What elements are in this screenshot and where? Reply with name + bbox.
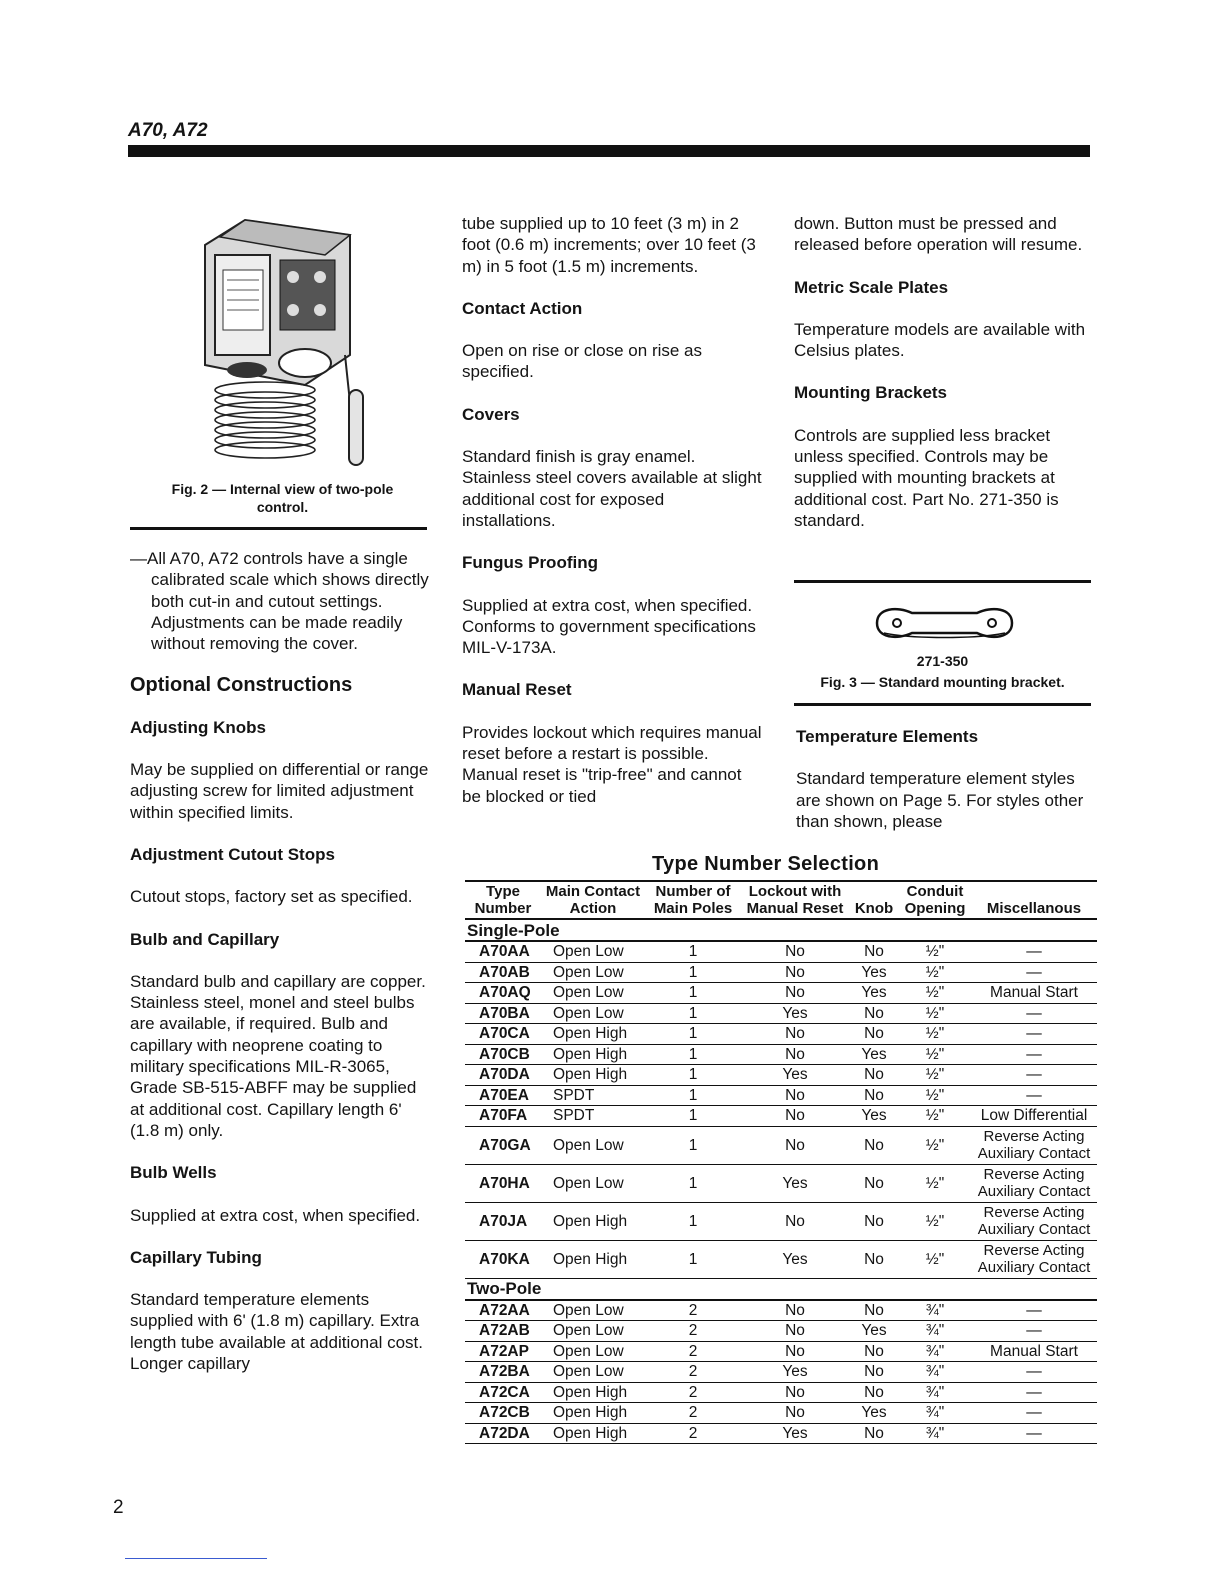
cell-misc: Manual Start xyxy=(971,1341,1097,1362)
cell-misc: — xyxy=(971,1321,1097,1342)
cell-conduit: ½" xyxy=(899,1106,971,1127)
cell-poles: 2 xyxy=(645,1321,741,1342)
fig2-caption xyxy=(140,480,425,516)
fig2-caption-line2: control. xyxy=(256,499,309,515)
cell-action: Open High xyxy=(541,1403,645,1424)
table-row xyxy=(465,1240,1097,1278)
col-header-poles: Number of Main Poles xyxy=(653,883,733,917)
cell-knob: Yes xyxy=(849,1044,899,1065)
cell-lockout: Yes xyxy=(741,1423,849,1444)
cell-type: A70AB xyxy=(465,962,541,983)
cell-knob: No xyxy=(849,1240,899,1278)
cell-knob: No xyxy=(849,1341,899,1362)
cell-knob: No xyxy=(849,941,899,962)
type-number-table xyxy=(465,880,1097,1444)
cell-action: Open Low xyxy=(541,1003,645,1024)
cell-action: Open Low xyxy=(541,962,645,983)
cell-knob: No xyxy=(849,1003,899,1024)
page-number: 2 xyxy=(113,1497,124,1518)
cell-knob: Yes xyxy=(849,1106,899,1127)
cell-conduit: ½" xyxy=(899,1044,971,1065)
cell-conduit: ¾" xyxy=(899,1362,971,1383)
footer-line xyxy=(125,1558,267,1559)
cell-knob: No xyxy=(849,1065,899,1086)
table-row xyxy=(465,1003,1097,1024)
manual-reset-text: Provides lockout which requires manual reset before a restart is possible. Manual reset is "trip-free" and cannot be blocked or tied xyxy=(462,722,762,806)
table-row xyxy=(465,983,1097,1004)
cell-type: A72BA xyxy=(465,1362,541,1383)
cell-poles: 1 xyxy=(645,1126,741,1164)
cell-conduit: ¾" xyxy=(899,1321,971,1342)
table-row xyxy=(465,1423,1097,1444)
cell-conduit: ½" xyxy=(899,983,971,1004)
col-header-lockout: Lockout with Manual Reset xyxy=(746,883,844,917)
cell-type: A72AA xyxy=(465,1300,541,1321)
cell-misc: — xyxy=(971,1065,1097,1086)
cell-misc: — xyxy=(971,1423,1097,1444)
cell-action: Open Low xyxy=(541,941,645,962)
temperature-elements-text: Standard temperature element styles are shown on Page 5. For styles other than shown, please xyxy=(796,769,1084,831)
table-row xyxy=(465,1362,1097,1383)
cell-action: Open Low xyxy=(541,1300,645,1321)
fig2-control-illustration xyxy=(185,215,385,477)
cell-conduit: ¾" xyxy=(899,1341,971,1362)
fig2-caption-line1: Fig. 2 — Internal view of two-pole xyxy=(171,481,394,497)
manual-reset-continued: down. Button must be pressed and released before operation will resume. xyxy=(794,214,1083,255)
cell-type: A70HA xyxy=(465,1164,541,1202)
cell-action: Open High xyxy=(541,1240,645,1278)
contact-action-text: Open on rise or close on rise as specified. xyxy=(462,341,703,382)
bulb-wells-text: Supplied at extra cost, when specified. xyxy=(130,1205,421,1225)
cell-action: Open Low xyxy=(541,1362,645,1383)
cell-type: A70AA xyxy=(465,941,541,962)
cell-misc: — xyxy=(971,962,1097,983)
cell-type: A70CA xyxy=(465,1024,541,1045)
fungus-proofing-text: Supplied at extra cost, when specified. Conforms to government specifications MIL-V-173A. xyxy=(462,595,756,658)
bulb-capillary-heading: Bulb and Capillary xyxy=(130,929,280,949)
optional-constructions-heading: Optional Constructions xyxy=(130,674,353,697)
cell-conduit: ½" xyxy=(899,962,971,983)
cutout-stops-text: Cutout stops, factory set as specified. xyxy=(130,887,413,907)
cell-poles: 1 xyxy=(645,1240,741,1278)
cell-poles: 1 xyxy=(645,1106,741,1127)
capillary-tubing-heading: Capillary Tubing xyxy=(130,1247,262,1267)
cell-poles: 1 xyxy=(645,983,741,1004)
table-row xyxy=(465,1065,1097,1086)
table-header-row xyxy=(465,881,1097,919)
cell-poles: 1 xyxy=(645,962,741,983)
cell-misc: — xyxy=(971,1024,1097,1045)
group-single-pole-label: Single-Pole xyxy=(465,919,1097,941)
group-two-pole xyxy=(465,1278,1097,1300)
metric-scale-heading: Metric Scale Plates xyxy=(794,277,949,297)
cell-knob: Yes xyxy=(849,983,899,1004)
cell-action: Open High xyxy=(541,1382,645,1403)
cell-type: A72CB xyxy=(465,1403,541,1424)
cell-conduit: ¾" xyxy=(899,1423,971,1444)
cell-misc: Reverse Acting Auxiliary Contact xyxy=(971,1164,1097,1202)
cell-lockout: Yes xyxy=(741,1065,849,1086)
cell-lockout: Yes xyxy=(741,1003,849,1024)
cell-action: Open High xyxy=(541,1065,645,1086)
cell-lockout: No xyxy=(741,1202,849,1240)
cutout-stops-heading: Adjustment Cutout Stops xyxy=(130,844,335,864)
cell-poles: 1 xyxy=(645,1085,741,1106)
cell-misc: — xyxy=(971,1003,1097,1024)
cell-poles: 2 xyxy=(645,1341,741,1362)
cell-poles: 1 xyxy=(645,1202,741,1240)
cell-poles: 1 xyxy=(645,1164,741,1202)
cell-poles: 2 xyxy=(645,1300,741,1321)
cell-misc: Reverse Acting Auxiliary Contact xyxy=(971,1126,1097,1164)
cell-action: Open Low xyxy=(541,983,645,1004)
cell-conduit: ½" xyxy=(899,1126,971,1164)
fig3-top-rule xyxy=(794,580,1091,583)
covers-text: Standard finish is gray enamel. Stainless steel covers available at slight additional cost for exposed installations. xyxy=(462,447,762,530)
cell-lockout: No xyxy=(741,1044,849,1065)
cell-misc: — xyxy=(971,1362,1097,1383)
cell-type: A70JA xyxy=(465,1202,541,1240)
cell-poles: 1 xyxy=(645,1044,741,1065)
cell-poles: 1 xyxy=(645,1065,741,1086)
cell-poles: 2 xyxy=(645,1382,741,1403)
cell-misc: Reverse Acting Auxiliary Contact xyxy=(971,1240,1097,1278)
bulb-capillary-text: Standard bulb and capillary are copper. Stainless steel, monel and steel bulbs are available, if required. Bulb and capillary with neoprene coating to military specifications MIL-R-3065, Grade SB-515-ABFF may be supplied at additional cost. Capillary length 6' (1.8 m) only. xyxy=(130,971,426,1140)
cell-misc: Reverse Acting Auxiliary Contact xyxy=(971,1202,1097,1240)
table-row xyxy=(465,962,1097,983)
cell-knob: No xyxy=(849,1164,899,1202)
scale-bullet: —All A70, A72 controls have a single calibrated scale which shows directly both cut-in and cutout settings. Adjustments can be made readily without removing the cover. xyxy=(130,549,429,654)
cell-lockout: No xyxy=(741,1300,849,1321)
cell-type: A72CA xyxy=(465,1382,541,1403)
cell-knob: No xyxy=(849,1126,899,1164)
cell-conduit: ½" xyxy=(899,1065,971,1086)
table-row xyxy=(465,1164,1097,1202)
cell-knob: Yes xyxy=(849,1403,899,1424)
cell-action: SPDT xyxy=(541,1106,645,1127)
cell-type: A70EA xyxy=(465,1085,541,1106)
cell-lockout: No xyxy=(741,962,849,983)
cell-lockout: No xyxy=(741,1085,849,1106)
cell-type: A70CB xyxy=(465,1044,541,1065)
cell-conduit: ¾" xyxy=(899,1382,971,1403)
cell-poles: 2 xyxy=(645,1403,741,1424)
cell-conduit: ½" xyxy=(899,1202,971,1240)
cell-conduit: ½" xyxy=(899,1024,971,1045)
table-row xyxy=(465,1085,1097,1106)
table-row xyxy=(465,1403,1097,1424)
cell-knob: No xyxy=(849,1085,899,1106)
cell-conduit: ½" xyxy=(899,1085,971,1106)
table-row xyxy=(465,1024,1097,1045)
cell-conduit: ¾" xyxy=(899,1300,971,1321)
cell-action: Open Low xyxy=(541,1164,645,1202)
cell-action: Open High xyxy=(541,1024,645,1045)
page-header-title: A70, A72 xyxy=(128,120,208,141)
cell-type: A70DA xyxy=(465,1065,541,1086)
col-header-conduit: Conduit Opening xyxy=(904,883,966,917)
cell-poles: 1 xyxy=(645,1024,741,1045)
cell-action: Open High xyxy=(541,1423,645,1444)
cell-lockout: No xyxy=(741,1382,849,1403)
cell-knob: No xyxy=(849,1024,899,1045)
table-row xyxy=(465,1341,1097,1362)
cell-poles: 1 xyxy=(645,941,741,962)
cell-type: A72AB xyxy=(465,1321,541,1342)
cell-misc: — xyxy=(971,1044,1097,1065)
cell-knob: No xyxy=(849,1300,899,1321)
fig3-bracket-illustration xyxy=(872,603,1017,643)
column-1 xyxy=(130,548,430,1395)
cell-misc: — xyxy=(971,1382,1097,1403)
cell-misc: — xyxy=(971,941,1097,962)
cell-misc: — xyxy=(971,1300,1097,1321)
cell-poles: 1 xyxy=(645,1003,741,1024)
fig3-part-number: 271-350 xyxy=(916,653,969,669)
mounting-brackets-text: Controls are supplied less bracket unless specified. Controls may be supplied with mounting brackets at additional cost. Part No. 271-350 is standard. xyxy=(794,425,1059,530)
table-row xyxy=(465,1300,1097,1321)
column-3 xyxy=(794,213,1094,552)
col-header-knob: Knob xyxy=(854,900,894,917)
table-row xyxy=(465,1382,1097,1403)
fungus-proofing-heading: Fungus Proofing xyxy=(462,553,598,573)
capillary-tubing-text: Standard temperature elements supplied with 6' (1.8 m) capillary. Extra length tube available at additional cost. Longer capillary xyxy=(130,1290,423,1374)
col-header-misc: Miscellanous xyxy=(986,900,1082,917)
temperature-elements-heading: Temperature Elements xyxy=(796,727,979,746)
metric-scale-text: Temperature models are available with Celsius plates. xyxy=(794,319,1086,361)
cell-type: A70BA xyxy=(465,1003,541,1024)
cell-lockout: Yes xyxy=(741,1362,849,1383)
cell-action: Open High xyxy=(541,1202,645,1240)
cell-knob: Yes xyxy=(849,962,899,983)
cell-conduit: ½" xyxy=(899,941,971,962)
fig3-caption: Fig. 3 — Standard mounting bracket. xyxy=(820,674,1065,690)
cell-action: Open Low xyxy=(541,1341,645,1362)
cell-conduit: ½" xyxy=(899,1003,971,1024)
cell-lockout: No xyxy=(741,1024,849,1045)
cell-knob: No xyxy=(849,1202,899,1240)
cell-lockout: Yes xyxy=(741,1240,849,1278)
group-single-pole xyxy=(465,919,1097,941)
manual-reset-heading: Manual Reset xyxy=(462,680,572,700)
cell-conduit: ½" xyxy=(899,1240,971,1278)
type-number-selection-title: Type Number Selection xyxy=(652,853,880,875)
cell-type: A70KA xyxy=(465,1240,541,1278)
fig2-rule xyxy=(130,527,427,530)
cell-knob: Yes xyxy=(849,1321,899,1342)
cell-type: A70AQ xyxy=(465,983,541,1004)
cell-knob: No xyxy=(849,1382,899,1403)
cell-action: Open High xyxy=(541,1044,645,1065)
table-row xyxy=(465,941,1097,962)
cell-lockout: No xyxy=(741,1341,849,1362)
cell-lockout: Yes xyxy=(741,1164,849,1202)
table-row xyxy=(465,1044,1097,1065)
cell-action: SPDT xyxy=(541,1085,645,1106)
cell-misc: — xyxy=(971,1085,1097,1106)
cell-type: A70GA xyxy=(465,1126,541,1164)
cell-type: A70FA xyxy=(465,1106,541,1127)
cell-action: Open Low xyxy=(541,1126,645,1164)
cell-lockout: No xyxy=(741,983,849,1004)
group-two-pole-label: Two-Pole xyxy=(465,1278,1097,1300)
cell-knob: No xyxy=(849,1423,899,1444)
adjusting-knobs-text: May be supplied on differential or range adjusting screw for limited adjustment within specified limits. xyxy=(130,760,429,822)
col-header-type: Type Number xyxy=(474,883,532,917)
table-row xyxy=(465,1202,1097,1240)
cell-misc: Low Differential xyxy=(971,1106,1097,1127)
header-rule xyxy=(128,145,1090,157)
table-row xyxy=(465,1106,1097,1127)
cell-lockout: No xyxy=(741,1321,849,1342)
cell-type: A72AP xyxy=(465,1341,541,1362)
temperature-elements-section xyxy=(796,726,1096,853)
capillary-tubing-continued: tube supplied up to 10 feet (3 m) in 2 foot (0.6 m) increments; over 10 feet (3 m) in 5 foot (1.5 m) increments. xyxy=(462,214,756,276)
bulb-wells-heading: Bulb Wells xyxy=(130,1163,217,1183)
fig3-bottom-rule xyxy=(794,703,1091,706)
table-row xyxy=(465,1126,1097,1164)
cell-misc: — xyxy=(971,1403,1097,1424)
adjusting-knobs-heading: Adjusting Knobs xyxy=(130,717,266,737)
cell-knob: No xyxy=(849,1362,899,1383)
cell-action: Open Low xyxy=(541,1321,645,1342)
table-row xyxy=(465,1321,1097,1342)
cell-type: A72DA xyxy=(465,1423,541,1444)
cell-conduit: ¾" xyxy=(899,1403,971,1424)
cell-conduit: ½" xyxy=(899,1164,971,1202)
cell-lockout: No xyxy=(741,1126,849,1164)
cell-poles: 2 xyxy=(645,1423,741,1444)
covers-heading: Covers xyxy=(462,404,520,424)
cell-misc: Manual Start xyxy=(971,983,1097,1004)
cell-lockout: No xyxy=(741,941,849,962)
cell-poles: 2 xyxy=(645,1362,741,1383)
mounting-brackets-heading: Mounting Brackets xyxy=(794,383,948,403)
col-header-action: Main Contact Action xyxy=(545,883,641,917)
cell-lockout: No xyxy=(741,1403,849,1424)
contact-action-heading: Contact Action xyxy=(462,298,583,318)
column-2 xyxy=(462,213,762,828)
cell-lockout: No xyxy=(741,1106,849,1127)
